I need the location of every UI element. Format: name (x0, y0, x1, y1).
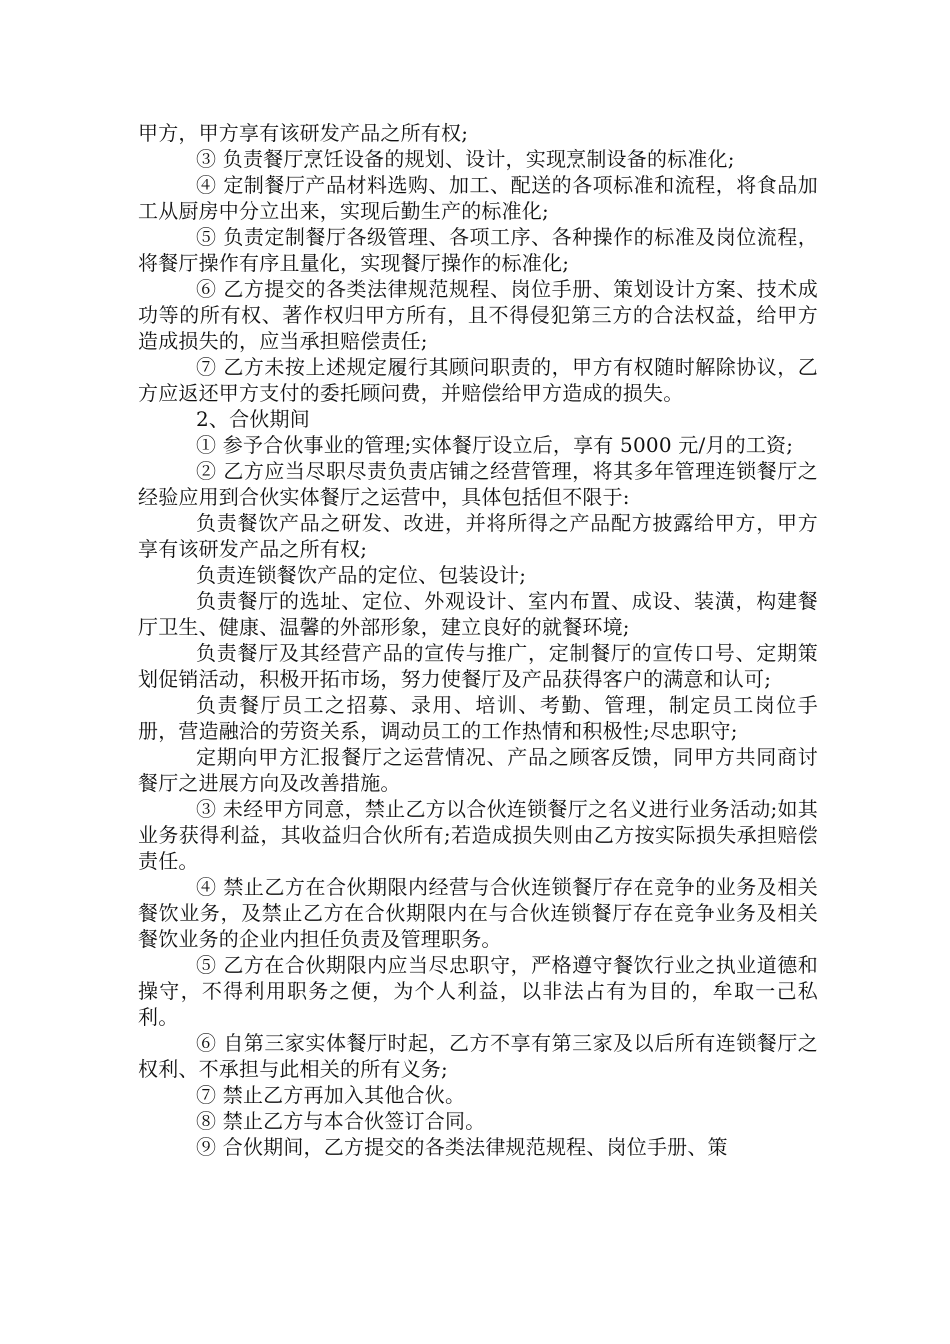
paragraph-4: ⑤ 负责定制餐厅各级管理、各项工序、各种操作的标准及岗位流程，将餐厅操作有序且量化，实现餐厅操作的标准化; (138, 225, 818, 275)
paragraph-7: ① 参予合伙事业的管理;实体餐厅设立后，享有 5000 元/月的工资; (196, 433, 794, 457)
paragraph-19: ⑦ 禁止乙方再加入其他合伙。 (196, 1083, 466, 1107)
paragraph-17: ⑤ 乙方在合伙期限内应当尽忠职守，严格遵守餐饮行业之执业道德和操守，不得利用职务之便，为个人利益，以非法占有为目的，牟取一己私利。 (138, 953, 818, 1029)
document-body (138, 120, 818, 1160)
paragraph-20: ⑧ 禁止乙方与本合伙签订合同。 (196, 1109, 486, 1133)
paragraph-12: 负责餐厅及其经营产品的宣传与推广，定制餐厅的宣传口号、定期策划促销活动，积极开拓市场，努力使餐厅及产品获得客户的满意和认可; (138, 641, 818, 691)
paragraph-3: ④ 定制餐厅产品材料选购、加工、配送的各项标准和流程，将食品加工从厨房中分立出来，实现后勤生产的标准化; (138, 173, 818, 223)
paragraph-2: ③ 负责餐厅烹饪设备的规划、设计，实现烹制设备的标准化; (196, 147, 735, 171)
paragraph-8: ② 乙方应当尽职尽责负责店铺之经营管理，将其多年管理连锁餐厅之经验应用到合伙实体餐厅之运营中，具体包括但不限于: (138, 459, 818, 509)
paragraph-14: 定期向甲方汇报餐厅之运营情况、产品之顾客反馈，同甲方共同商讨餐厅之进展方向及改善措施。 (138, 745, 818, 795)
paragraph-11: 负责餐厅的选址、定位、外观设计、室内布置、成设、装潢，构建餐厅卫生、健康、温馨的外部形象，建立良好的就餐环境; (138, 589, 818, 639)
paragraph-5: ⑥ 乙方提交的各类法律规范规程、岗位手册、策划设计方案、技术成功等的所有权、著作权归甲方所有，且不得侵犯第三方的合法权益，给甲方造成损失的，应当承担赔偿责任; (138, 277, 818, 353)
paragraph-13: 负责餐厅员工之招募、录用、培训、考勤、管理，制定员工岗位手册，营造融洽的劳资关系，调动员工的工作热情和积极性;尽忠职守; (138, 693, 818, 743)
paragraph-18: ⑥ 自第三家实体餐厅时起，乙方不享有第三家及以后所有连锁餐厅之权利、不承担与此相关的所有义务; (138, 1031, 818, 1081)
paragraph-9: 负责餐饮产品之研发、改进，并将所得之产品配方披露给甲方，甲方享有该研发产品之所有权; (138, 511, 818, 561)
paragraph-6: ⑦ 乙方未按上述规定履行其顾问职责的，甲方有权随时解除协议，乙方应返还甲方支付的委托顾问费，并赔偿给甲方造成的损失。 (138, 355, 818, 405)
paragraph-21: ⑨ 合伙期间，乙方提交的各类法律规范规程、岗位手册、策 (196, 1135, 728, 1159)
paragraph-10: 负责连锁餐饮产品的定位、包装设计; (196, 563, 527, 587)
paragraph-1: 甲方，甲方享有该研发产品之所有权; (138, 121, 469, 145)
paragraph-16: ④ 禁止乙方在合伙期限内经营与合伙连锁餐厅存在竞争的业务及相关餐饮业务，及禁止乙方在合伙期限内在与合伙连锁餐厅存在竞争业务及相关餐饮业务的企业内担任负责及管理职务。 (138, 875, 818, 951)
paragraph-15: ③ 未经甲方同意，禁止乙方以合伙连锁餐厅之名义进行业务活动;如其业务获得利益，其收益归合伙所有;若造成损失则由乙方按实际损失承担赔偿责任。 (138, 797, 818, 873)
section-heading: 2、合伙期间 (196, 407, 310, 431)
